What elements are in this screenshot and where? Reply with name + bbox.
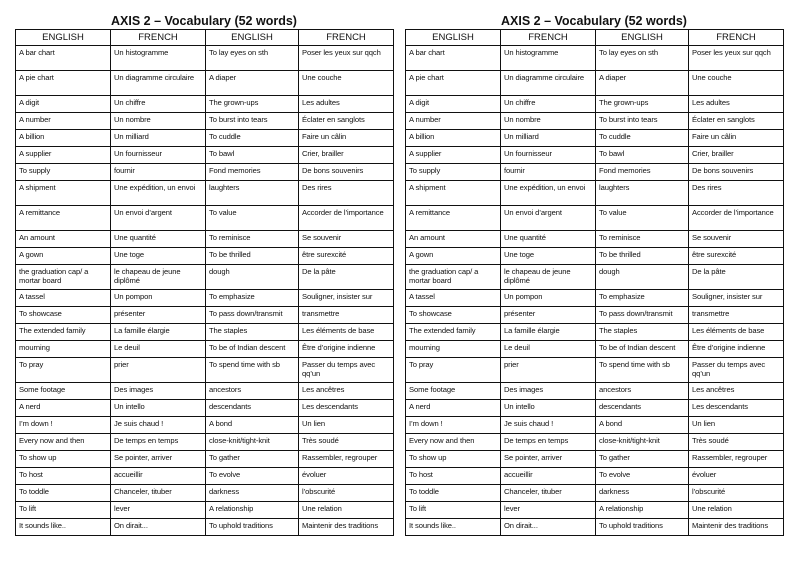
french-term-cell: On dirait... [111,519,206,536]
table-row [406,417,784,434]
french-term-cell: Poser les yeux sur qqch [299,46,394,71]
french-term-cell: De bons souvenirs [299,164,394,181]
english-term-cell: To reminisce [206,231,299,248]
col-header-english: ENGLISH [406,30,501,46]
english-term-cell: The extended family [16,324,111,341]
french-term-cell: Un fournisseur [111,147,206,164]
french-term-cell: être surexcité [689,248,784,265]
french-term-cell: Crier, brailler [299,147,394,164]
french-term-cell: Les ancêtres [689,383,784,400]
table-row [406,96,784,113]
col-header-french: FRENCH [501,30,596,46]
english-term-cell: A remittance [16,206,111,231]
table-row [16,265,394,290]
table-row [16,164,394,181]
french-term-cell: La famille élargie [501,324,596,341]
table-row [406,358,784,383]
french-term-cell: Poser les yeux sur qqch [689,46,784,71]
french-term-cell: De la pâte [689,265,784,290]
french-term-cell: Éclater en sanglots [689,113,784,130]
table-row [406,383,784,400]
english-term-cell: darkness [596,485,689,502]
french-term-cell: Un lien [689,417,784,434]
table-row [16,181,394,206]
header-row [16,30,394,46]
english-term-cell: ancestors [206,383,299,400]
french-term-cell: Une quantité [501,231,596,248]
french-term-cell: Un pompon [501,290,596,307]
english-term-cell: To evolve [596,468,689,485]
table-row [16,147,394,164]
french-term-cell: Des images [111,383,206,400]
table-row [406,130,784,147]
french-term-cell: Les adultes [299,96,394,113]
english-term-cell: mourning [406,341,501,358]
french-term-cell: Les adultes [689,96,784,113]
col-header-english: ENGLISH [206,30,299,46]
french-term-cell: Passer du temps avec qq’un [689,358,784,383]
table-row [16,71,394,96]
french-term-cell: De temps en temps [111,434,206,451]
english-term-cell: To gather [206,451,299,468]
table-row [16,248,394,265]
english-term-cell: A billion [406,130,501,147]
english-term-cell: A gown [406,248,501,265]
table-row [406,502,784,519]
english-term-cell: To value [206,206,299,231]
french-term-cell: Chanceler, tituber [111,485,206,502]
english-term-cell: To supply [16,164,111,181]
english-term-cell: To be thrilled [206,248,299,265]
english-term-cell: To be thrilled [596,248,689,265]
english-term-cell: A supplier [16,147,111,164]
french-term-cell: être surexcité [299,248,394,265]
english-term-cell: To bawl [206,147,299,164]
english-term-cell: To showcase [406,307,501,324]
french-term-cell: Une quantité [111,231,206,248]
table-row [406,341,784,358]
french-term-cell: Je suis chaud ! [501,417,596,434]
table-row [406,113,784,130]
table-row [406,181,784,206]
english-term-cell: Every now and then [406,434,501,451]
french-term-cell: Le deuil [501,341,596,358]
french-term-cell: l’obscurité [299,485,394,502]
french-term-cell: Un milliard [111,130,206,147]
table-row [406,206,784,231]
french-term-cell: Un histogramme [111,46,206,71]
french-term-cell: Rassembler, regrouper [689,451,784,468]
table-row [16,451,394,468]
table-row [16,485,394,502]
french-term-cell: Les descendants [299,400,394,417]
french-term-cell: Éclater en sanglots [299,113,394,130]
table-row [406,451,784,468]
french-term-cell: Un envoi d’argent [501,206,596,231]
french-term-cell: Le deuil [111,341,206,358]
french-term-cell: Un chiffre [501,96,596,113]
table-row [406,164,784,181]
table-row [406,248,784,265]
table-row [16,400,394,417]
table-row [406,519,784,536]
table-row [16,383,394,400]
table-row [406,434,784,451]
table-row [16,341,394,358]
english-term-cell: I’m down ! [16,417,111,434]
french-term-cell: Faire un câlin [299,130,394,147]
french-term-cell: le chapeau de jeune diplômé [501,265,596,290]
english-term-cell: To pray [16,358,111,383]
french-term-cell: Une expédition, un envoi [501,181,596,206]
table-row [406,231,784,248]
table-row [406,265,784,290]
english-term-cell: To be of Indian descent [206,341,299,358]
col-header-english: ENGLISH [16,30,111,46]
french-term-cell: Chanceler, tituber [501,485,596,502]
col-header-french: FRENCH [689,30,784,46]
french-term-cell: Accorder de l’importance [299,206,394,231]
french-term-cell: Une toge [111,248,206,265]
english-term-cell: A diaper [596,71,689,96]
french-term-cell: Maintenir des traditions [689,519,784,536]
french-term-cell: Accorder de l’importance [689,206,784,231]
french-term-cell: Des rires [689,181,784,206]
english-term-cell: To be of Indian descent [596,341,689,358]
french-term-cell: Les ancêtres [299,383,394,400]
french-term-cell: Une relation [689,502,784,519]
french-term-cell: Une toge [501,248,596,265]
english-term-cell: To burst into tears [596,113,689,130]
english-term-cell: Every now and then [16,434,111,451]
english-term-cell: A digit [406,96,501,113]
english-term-cell: A pie chart [406,71,501,96]
table-row [406,324,784,341]
french-term-cell: Se souvenir [299,231,394,248]
french-term-cell: présenter [111,307,206,324]
french-term-cell: Un envoi d’argent [111,206,206,231]
english-term-cell: darkness [206,485,299,502]
english-term-cell: A bar chart [16,46,111,71]
french-term-cell: La famille élargie [111,324,206,341]
french-term-cell: Un chiffre [111,96,206,113]
french-term-cell: Une expédition, un envoi [111,181,206,206]
english-term-cell: To gather [596,451,689,468]
english-term-cell: A gown [16,248,111,265]
english-term-cell: An amount [16,231,111,248]
vocab-table [405,29,784,536]
table-row [406,290,784,307]
english-term-cell: A bond [206,417,299,434]
french-term-cell: le chapeau de jeune diplômé [111,265,206,290]
english-term-cell: To supply [406,164,501,181]
french-term-cell: Un histogramme [501,46,596,71]
english-term-cell: A bar chart [406,46,501,71]
english-term-cell: A tassel [16,290,111,307]
french-term-cell: Un diagramme circulaire [501,71,596,96]
english-term-cell: A remittance [406,206,501,231]
page-title: AXIS 2 – Vocabulary (52 words) [501,14,687,28]
english-term-cell: To pass down/transmit [596,307,689,324]
english-term-cell: A shipment [406,181,501,206]
english-term-cell: To evolve [206,468,299,485]
english-term-cell: Some footage [16,383,111,400]
english-term-cell: A relationship [596,502,689,519]
french-term-cell: Faire un câlin [689,130,784,147]
english-term-cell: A nerd [16,400,111,417]
table-row [16,130,394,147]
english-term-cell: A number [406,113,501,130]
english-term-cell: the graduation cap/ a mortar board [406,265,501,290]
header-row [406,30,784,46]
french-term-cell: accueillir [501,468,596,485]
english-term-cell: To spend time with sb [206,358,299,383]
english-term-cell: To uphold traditions [596,519,689,536]
english-term-cell: A number [16,113,111,130]
table-row [16,358,394,383]
french-term-cell: Un pompon [111,290,206,307]
french-term-cell: Les éléments de base [299,324,394,341]
english-term-cell: To burst into tears [206,113,299,130]
english-term-cell: close-knit/tight-knit [596,434,689,451]
english-term-cell: ancestors [596,383,689,400]
table-row [406,307,784,324]
table-row [406,147,784,164]
table-row [16,502,394,519]
french-term-cell: De bons souvenirs [689,164,784,181]
english-term-cell: To toddle [16,485,111,502]
table-row [16,434,394,451]
english-term-cell: A diaper [206,71,299,96]
english-term-cell: To bawl [596,147,689,164]
english-term-cell: To host [16,468,111,485]
english-term-cell: The grown-ups [206,96,299,113]
table-row [16,290,394,307]
english-term-cell: To cuddle [596,130,689,147]
english-term-cell: Some footage [406,383,501,400]
table-row [406,71,784,96]
english-term-cell: To toddle [406,485,501,502]
col-header-english: ENGLISH [596,30,689,46]
french-term-cell: transmettre [299,307,394,324]
french-term-cell: lever [501,502,596,519]
french-term-cell: Souligner, insister sur [689,290,784,307]
french-term-cell: Se pointer, arriver [111,451,206,468]
english-term-cell: dough [206,265,299,290]
english-term-cell: To lay eyes on sth [596,46,689,71]
english-term-cell: A relationship [206,502,299,519]
english-term-cell: To pray [406,358,501,383]
english-term-cell: A tassel [406,290,501,307]
table-row [16,324,394,341]
col-header-french: FRENCH [111,30,206,46]
english-term-cell: A billion [16,130,111,147]
english-term-cell: A nerd [406,400,501,417]
french-term-cell: On dirait... [501,519,596,536]
french-term-cell: Un nombre [111,113,206,130]
english-term-cell: The staples [206,324,299,341]
english-term-cell: descendants [206,400,299,417]
english-term-cell: To spend time with sb [596,358,689,383]
french-term-cell: Très soudé [299,434,394,451]
english-term-cell: The extended family [406,324,501,341]
french-term-cell: lever [111,502,206,519]
french-term-cell: Un milliard [501,130,596,147]
table-row [16,307,394,324]
english-term-cell: mourning [16,341,111,358]
english-term-cell: The staples [596,324,689,341]
french-term-cell: transmettre [689,307,784,324]
english-term-cell: dough [596,265,689,290]
french-term-cell: Se souvenir [689,231,784,248]
page-title: AXIS 2 – Vocabulary (52 words) [111,14,297,28]
english-term-cell: To show up [16,451,111,468]
french-term-cell: prier [501,358,596,383]
vocab-table [15,29,394,536]
english-term-cell: It sounds like.. [406,519,501,536]
english-term-cell: the graduation cap/ a mortar board [16,265,111,290]
english-term-cell: To lift [406,502,501,519]
english-term-cell: To pass down/transmit [206,307,299,324]
english-term-cell: To cuddle [206,130,299,147]
french-term-cell: évoluer [299,468,394,485]
english-term-cell: Fond memories [596,164,689,181]
french-term-cell: Maintenir des traditions [299,519,394,536]
english-term-cell: laughters [206,181,299,206]
french-term-cell: fournir [501,164,596,181]
table-row [16,206,394,231]
english-term-cell: An amount [406,231,501,248]
french-term-cell: Un diagramme circulaire [111,71,206,96]
french-term-cell: l’obscurité [689,485,784,502]
english-term-cell: close-knit/tight-knit [206,434,299,451]
french-term-cell: Un intello [501,400,596,417]
french-term-cell: présenter [501,307,596,324]
english-term-cell: To uphold traditions [206,519,299,536]
english-term-cell: Fond memories [206,164,299,181]
french-term-cell: Se pointer, arriver [501,451,596,468]
french-term-cell: prier [111,358,206,383]
english-term-cell: To reminisce [596,231,689,248]
table-row [16,113,394,130]
table-row [406,46,784,71]
english-term-cell: To lay eyes on sth [206,46,299,71]
french-term-cell: Les éléments de base [689,324,784,341]
table-row [16,96,394,113]
table-row [406,468,784,485]
french-term-cell: Très soudé [689,434,784,451]
table-row [16,46,394,71]
french-term-cell: Les descendants [689,400,784,417]
english-term-cell: To show up [406,451,501,468]
english-term-cell: descendants [596,400,689,417]
english-term-cell: The grown-ups [596,96,689,113]
english-term-cell: I’m down ! [406,417,501,434]
table-row [16,519,394,536]
french-term-cell: Un lien [299,417,394,434]
french-term-cell: Souligner, insister sur [299,290,394,307]
english-term-cell: laughters [596,181,689,206]
french-term-cell: Un intello [111,400,206,417]
english-term-cell: A supplier [406,147,501,164]
english-term-cell: To lift [16,502,111,519]
col-header-french: FRENCH [299,30,394,46]
english-term-cell: A pie chart [16,71,111,96]
french-term-cell: Des images [501,383,596,400]
english-term-cell: A digit [16,96,111,113]
french-term-cell: Rassembler, regrouper [299,451,394,468]
french-term-cell: Une relation [299,502,394,519]
english-term-cell: A shipment [16,181,111,206]
french-term-cell: fournir [111,164,206,181]
english-term-cell: To emphasize [596,290,689,307]
french-term-cell: Des rires [299,181,394,206]
french-term-cell: Un nombre [501,113,596,130]
table-row [16,417,394,434]
french-term-cell: Être d’origine indienne [689,341,784,358]
french-term-cell: accueillir [111,468,206,485]
table-row [16,231,394,248]
french-term-cell: Être d’origine indienne [299,341,394,358]
vocab-panel-right [405,13,783,536]
french-term-cell: Une couche [299,71,394,96]
english-term-cell: To emphasize [206,290,299,307]
french-term-cell: Passer du temps avec qq’un [299,358,394,383]
english-term-cell: It sounds like.. [16,519,111,536]
french-term-cell: De temps en temps [501,434,596,451]
table-row [16,468,394,485]
english-term-cell: To showcase [16,307,111,324]
vocab-panel-left [15,13,393,536]
french-term-cell: Une couche [689,71,784,96]
french-term-cell: Crier, brailler [689,147,784,164]
english-term-cell: To host [406,468,501,485]
english-term-cell: A bond [596,417,689,434]
french-term-cell: De la pâte [299,265,394,290]
english-term-cell: To value [596,206,689,231]
french-term-cell: Un fournisseur [501,147,596,164]
french-term-cell: évoluer [689,468,784,485]
french-term-cell: Je suis chaud ! [111,417,206,434]
table-row [406,485,784,502]
table-row [406,400,784,417]
